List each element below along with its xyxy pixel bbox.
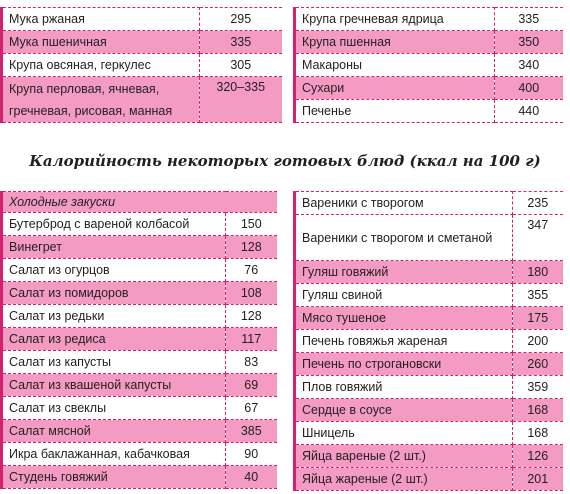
food-name: Винегрет xyxy=(2,236,226,259)
table-row xyxy=(295,54,563,77)
food-name: Плов говяжий xyxy=(295,376,513,399)
table-row xyxy=(295,376,563,399)
calorie-value: 69 xyxy=(226,374,277,397)
table-row xyxy=(2,466,277,489)
food-name: Салат из редиса xyxy=(2,328,226,351)
calorie-value: 200 xyxy=(513,330,563,353)
calorie-value: 335 xyxy=(495,8,563,31)
calorie-value: 295 xyxy=(200,8,282,31)
table-row xyxy=(2,328,277,351)
cereal-calorie-table-right xyxy=(293,7,563,123)
food-name: Вареники с творогом xyxy=(295,192,513,215)
table-row xyxy=(295,284,563,307)
table-row xyxy=(2,420,277,443)
food-name: Салат из помидоров xyxy=(2,282,226,305)
calorie-value: 83 xyxy=(226,351,277,374)
table-row xyxy=(2,31,282,54)
food-name: Яйца жареные (2 шт.) xyxy=(295,468,513,491)
food-name: Салат из капусты xyxy=(2,351,226,374)
calorie-value: 168 xyxy=(513,399,563,422)
table-row xyxy=(2,236,277,259)
table-row xyxy=(295,353,563,376)
cold-appetizers-header-row xyxy=(2,192,277,213)
food-name: Мука пшеничная xyxy=(2,31,200,54)
food-name: Печень по строгановски xyxy=(295,353,513,376)
calorie-value: 180 xyxy=(513,261,563,284)
calorie-value: 340 xyxy=(495,54,563,77)
calorie-value: 90 xyxy=(226,443,277,466)
table-row xyxy=(2,374,277,397)
calorie-value: 201 xyxy=(513,468,563,491)
cold-appetizers-table xyxy=(0,191,277,489)
table-row xyxy=(295,422,563,445)
cold-appetizers-table-body xyxy=(2,192,277,489)
food-name: Крупа перловая, ячневая, гречневая, рисовая, манная xyxy=(2,77,200,123)
food-name: Сердце в соусе xyxy=(295,399,513,422)
calorie-value: 350 xyxy=(495,31,563,54)
table-row xyxy=(295,192,563,215)
calorie-value: 359 xyxy=(513,376,563,399)
table-row xyxy=(2,8,282,31)
table-row xyxy=(295,215,563,261)
food-name: Гуляш свиной xyxy=(295,284,513,307)
section-title: Калорийность некоторых готовых блюд (ккал на 100 г) xyxy=(29,152,541,170)
main-dishes-table-body xyxy=(295,192,563,491)
food-name: Яйца вареные (2 шт.) xyxy=(295,445,513,468)
food-name: Икра баклажанная, кабачковая xyxy=(2,443,226,466)
cereal-calorie-table-left xyxy=(0,7,282,123)
calorie-value: 235 xyxy=(513,192,563,215)
calorie-value: 385 xyxy=(226,420,277,443)
food-name: Макароны xyxy=(295,54,495,77)
food-name: Крупа гречневая ядрица xyxy=(295,8,495,31)
table-row xyxy=(295,8,563,31)
calorie-value: 128 xyxy=(226,305,277,328)
table-row xyxy=(295,330,563,353)
calorie-value: 260 xyxy=(513,353,563,376)
food-name: Сухари xyxy=(295,77,495,100)
calorie-value: 347 xyxy=(513,215,563,261)
food-name: Студень говяжий xyxy=(2,466,226,489)
table-row xyxy=(295,100,563,123)
food-name: Салат мясной xyxy=(2,420,226,443)
table-row xyxy=(2,443,277,466)
food-name: Бутерброд с вареной колбасой xyxy=(2,213,226,236)
table-row xyxy=(295,31,563,54)
cereal-table-left-body xyxy=(2,8,282,123)
table-row xyxy=(295,468,563,491)
food-name: Печень говяжья жареная xyxy=(295,330,513,353)
calorie-value: 67 xyxy=(226,397,277,420)
table-row xyxy=(2,259,277,282)
cereal-table-right-body xyxy=(295,8,563,123)
food-name: Салат из редьки xyxy=(2,305,226,328)
table-row xyxy=(2,213,277,236)
cold-appetizers-header: Холодные закуски xyxy=(2,192,277,213)
calorie-value: 305 xyxy=(200,54,282,77)
food-name: Шницель xyxy=(295,422,513,445)
calorie-value: 320–335 xyxy=(200,77,282,123)
table-row xyxy=(2,397,277,420)
calorie-value: 400 xyxy=(495,77,563,100)
food-name: Мука ржаная xyxy=(2,8,200,31)
food-name: Печенье xyxy=(295,100,495,123)
calorie-value: 76 xyxy=(226,259,277,282)
table-row xyxy=(295,307,563,330)
calorie-value: 355 xyxy=(513,284,563,307)
food-name: Вареники с творогом и сметаной xyxy=(295,215,513,261)
calorie-value: 128 xyxy=(226,236,277,259)
calorie-value: 126 xyxy=(513,445,563,468)
table-row xyxy=(295,399,563,422)
table-row xyxy=(295,445,563,468)
food-name: Крупа пшенная xyxy=(295,31,495,54)
food-name: Мясо тушеное xyxy=(295,307,513,330)
food-name: Салат из огурцов xyxy=(2,259,226,282)
calorie-value: 168 xyxy=(513,422,563,445)
calorie-value: 40 xyxy=(226,466,277,489)
calorie-value: 117 xyxy=(226,328,277,351)
calorie-value: 440 xyxy=(495,100,563,123)
food-name: Крупа овсяная, геркулес xyxy=(2,54,200,77)
food-name: Салат из квашеной капусты xyxy=(2,374,226,397)
table-row xyxy=(295,261,563,284)
food-name: Салат из свеклы xyxy=(2,397,226,420)
calorie-value: 150 xyxy=(226,213,277,236)
table-row xyxy=(2,54,282,77)
table-row xyxy=(295,77,563,100)
table-row xyxy=(2,282,277,305)
calorie-value: 335 xyxy=(200,31,282,54)
table-row xyxy=(2,351,277,374)
calorie-value: 175 xyxy=(513,307,563,330)
food-name: Гуляш говяжий xyxy=(295,261,513,284)
main-dishes-table xyxy=(293,191,563,491)
table-row xyxy=(2,77,282,123)
table-row xyxy=(2,305,277,328)
calorie-value: 108 xyxy=(226,282,277,305)
